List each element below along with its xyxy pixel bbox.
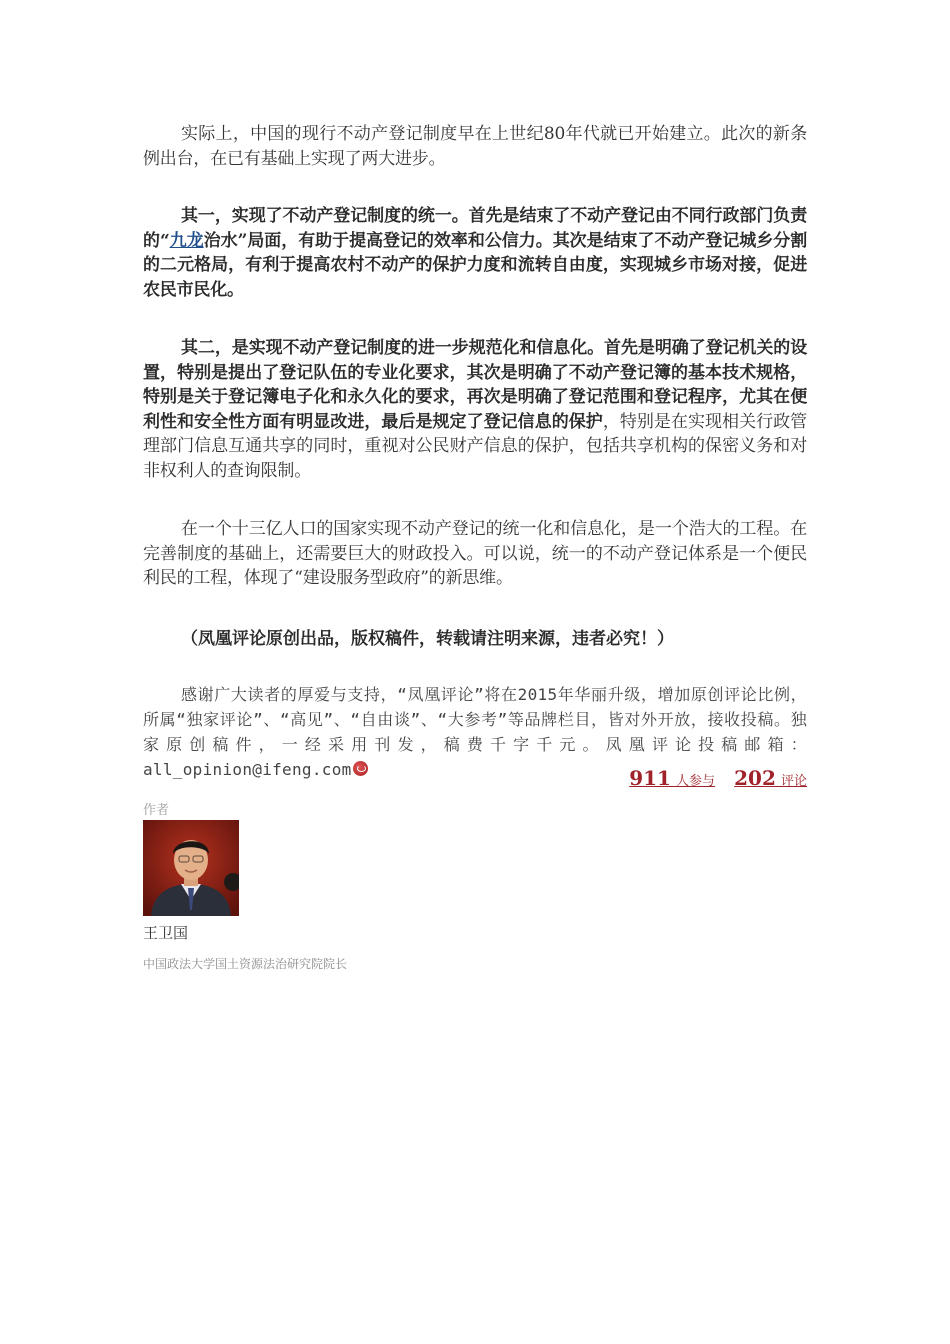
participants-label: 人参与 (676, 774, 716, 789)
article-body (143, 122, 807, 782)
author-heading: 作者 (143, 803, 170, 818)
participants-link[interactable] (629, 766, 729, 790)
paragraph-1: 实际上，中国的现行不动产登记制度早在上世纪80年代就已开始建立。此次的新条例出台，在已有基础上实现了两大进步。 (143, 124, 807, 169)
paragraph-4: 在一个十三亿人口的国家实现不动产登记的统一化和信息化，是一个浩大的工程。在完善制度的基础上，还需要巨大的财政投入。可以说，统一的不动产登记体系是一个便民利民的工程，体现了“建设服务型政府”的新思维。 (143, 519, 807, 588)
paragraph-2 (143, 204, 807, 302)
comments-label: 评论 (780, 774, 807, 789)
paragraph-2-start: 其一，实现了不动产登记制度的统一。首先是结束了不动产登记由不同行政部门负责的“ (143, 206, 807, 251)
author-photo[interactable] (143, 820, 239, 916)
paragraph-2-end: 治水”局面，有助于提高登记的效率和公信力。其次是结束了不动产登记城乡分割的二元格局，有利于提高农村不动产的保护力度和流转自由度，实现城乡市场对接，促进农民市民化。 (143, 230, 807, 300)
paragraph-3-bold: 其二，是实现不动产登记制度的进一步规范化和信息化。首先是明确了登记机关的设置，特别是提出了登记队伍的专业化要求，其次是明确了不动产登记簿的基本技术规格，特别是关于登记簿电子化和永久化的要求，再次是明确了登记范围和登记程序，尤其在便利性和安全性方面有明显改进，最后是规定了登记信息的保护 (143, 338, 807, 432)
author-name[interactable]: 王卫国 (143, 924, 189, 942)
submission-text: 感谢广大读者的厚爱与支持，“凤凰评论”将在2015年华丽升级，增加原创评论比例，所属“独家评论”、“高见”、“自由谈”、“大参考”等品牌栏目，皆对外开放，接收投稿。独家原创稿件，一经采用刊发，稿费千字千元。凤凰评论投稿邮箱：all_opinion@ifeng.com (143, 684, 807, 779)
participants-count: 911 (629, 766, 671, 790)
paragraph-3 (143, 336, 807, 483)
copyright-notice: （凤凰评论原创出品，版权稿件，转载请注明来源，违者必究！） (181, 628, 674, 649)
author-portrait (143, 820, 239, 916)
paragraph-3-normal: ，特别是在实现相关行政管理部门信息互通共享的同时，重视对公民财产信息的保护，包括共享机构的保密义务和对非权利人的查询限制。 (143, 411, 807, 481)
comments-link[interactable] (734, 766, 807, 790)
engagement-stats (143, 766, 807, 790)
comments-count: 202 (734, 766, 776, 790)
jiulong-link[interactable]: 九龙 (169, 230, 204, 251)
author-title: 中国政法大学国土资源法治研究院院长 (143, 957, 348, 971)
